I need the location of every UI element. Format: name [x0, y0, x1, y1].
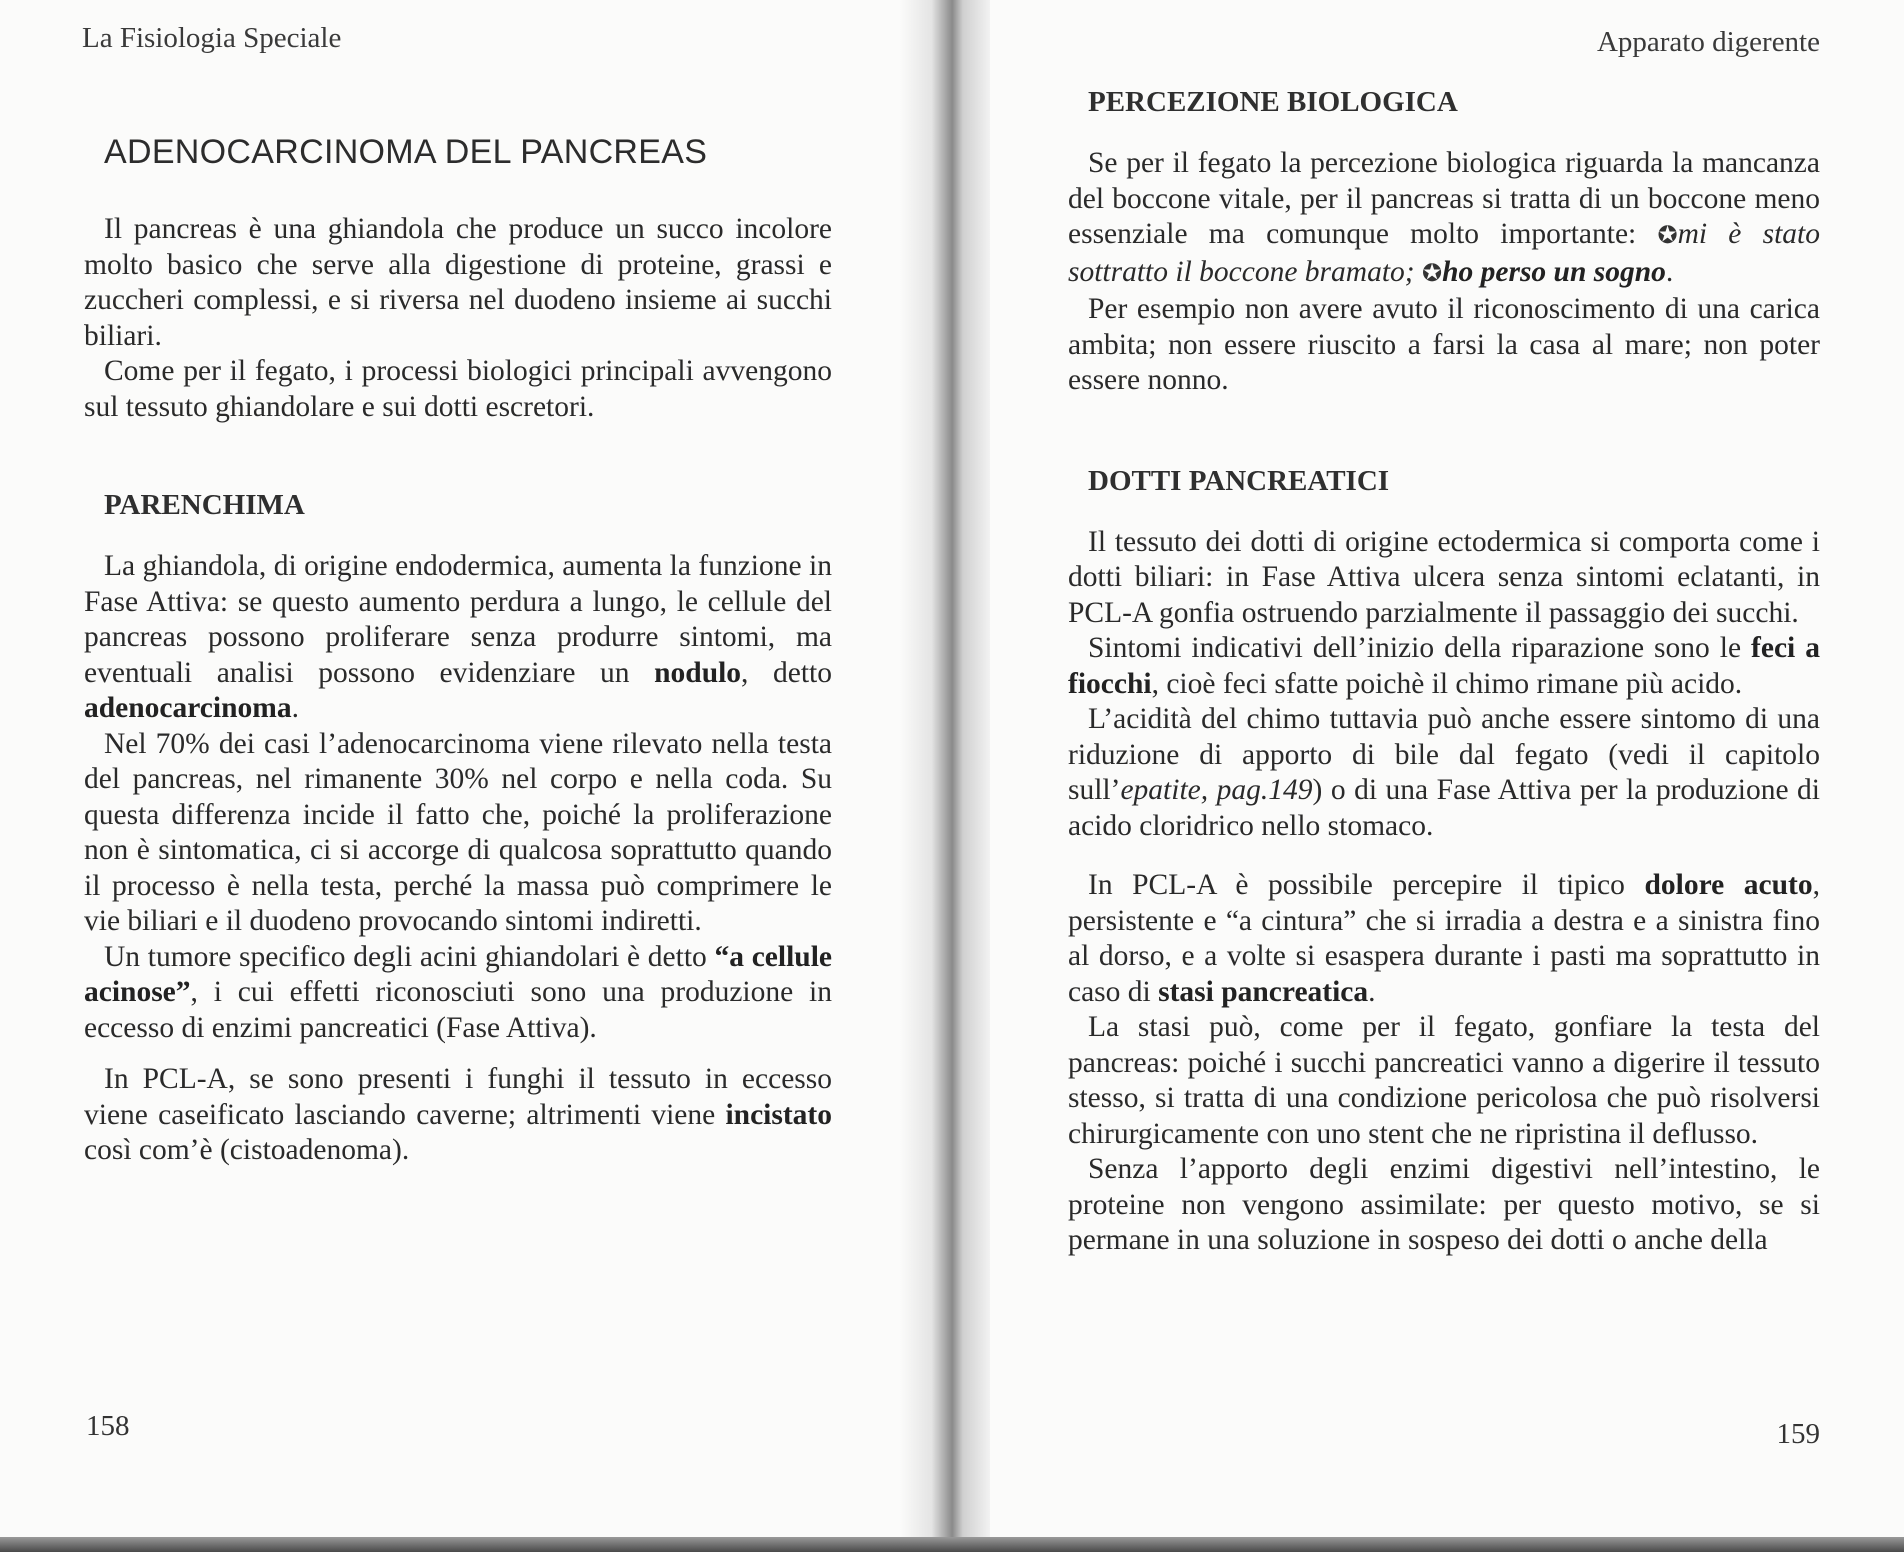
dotti-paragraph-2: Sintomi indicativi dell’inizio della riparazione sono le feci a fiocchi, cioè feci sfatte poichè il chimo rimane più acido. [1068, 632, 1820, 700]
right-page [952, 0, 1904, 1537]
percezione-paragraph-1: Se per il fegato la percezione biologica riguarda la mancanza del boccone vitale, per il pancreas si tratta di un boccone meno essenziale ma comunque molto importante: ✪mi è stato sottratto il boccone bramato; ✪ho perso un sogno. [1068, 147, 1820, 288]
intro-paragraph-1: Il pancreas è una ghiandola che produce un succo incolore molto basico che serve alla digestione di proteine, grassi e zuccheri complessi, e si riversa nel duodeno insieme ai succhi biliari. [84, 213, 832, 352]
bold-term-cellule-acinose: “a cellule acinose” [84, 940, 832, 1008]
bold-term-stasi-pancreatica: stasi pancreatica [1158, 975, 1369, 1008]
star-bullet-icon: ✪ [1657, 223, 1678, 249]
italic-cross-reference: epatite, pag.149 [1120, 774, 1313, 806]
intro-paragraph-2: Come per il fegato, i processi biologici principali avvengono sul tessuto ghiandolare e sui dotti escretori. [84, 355, 832, 423]
running-head-left: La Fisiologia Speciale [82, 22, 342, 54]
bold-term-nodulo: nodulo [654, 656, 742, 689]
dotti-paragraph-3: L’acidità del chimo tuttavia può anche essere sintomo di una riduzione di apporto di bile dal fegato (vedi il capitolo sull’epatite, pag.149) o di una Fase Attiva per la produzione di acido cloridrico nello stomaco. [1068, 703, 1821, 842]
book-gutter-shadow [900, 0, 990, 1537]
dotti-paragraph-6: Senza l’apporto degli enzimi digestivi nell’intestino, le proteine non vengono assimilate: per questo motivo, se si permane in una soluzione in sospeso dei dotti o anche della [1068, 1153, 1820, 1256]
bold-italic-quote-2: ho perso un sogno [1442, 255, 1666, 288]
dotti-paragraph-5: La stasi può, come per il fegato, gonfiare la testa del pancreas: poiché i succhi pancreatici vanno a digerire il tessuto stesso, si tratta di una condizione pericolosa che può risolversi chirurgicamente con uno stent che ne ripristina il deflusso. [1068, 1011, 1820, 1150]
chapter-title: ADENOCARCINOMA DEL PANCREAS [104, 133, 708, 171]
page-number-left: 158 [86, 1410, 130, 1442]
parenchima-paragraph-1: La ghiandola, di origine endodermica, aumenta la funzione in Fase Attiva: se questo aumento perdura a lungo, le cellule del pancreas possono proliferare senza produrre sintomi, ma eventuali analisi possono evidenziare un nodulo, detto adenocarcinoma. [84, 550, 832, 724]
section-heading-dotti: DOTTI PANCREATICI [1088, 464, 1390, 497]
italic-quote-1: mi è stato sottratto il boccone bramato; [1068, 218, 1820, 288]
book-bottom-edge [0, 1537, 1904, 1552]
parenchima-paragraph-4: In PCL-A, se sono presenti i funghi il tessuto in eccesso viene caseificato lasciando caverne; altrimenti viene incistato così com’è (cistoadenoma). [84, 1063, 832, 1166]
dotti-paragraph-1: Il tessuto dei dotti di origine ectodermica si comporta come i dotti biliari: in Fase Attiva ulcera senza sintomi eclatanti, in PCL-A gonfia ostruendo parzialmente il passaggio dei succhi. [1068, 525, 1820, 629]
running-head-right: Apparato digerente [1596, 26, 1820, 58]
section-heading-parenchima: PARENCHIMA [104, 489, 305, 521]
right-text-column [1068, 82, 1820, 1259]
dotti-paragraph-4: In PCL-A è possibile percepire il tipico dolore acuto, persistente e “a cintura” che si irradia a destra e a sinistra fino al dorso, e a volte si esaspera durante i pasti ma soprattutto in caso di stasi pancreatica. [1068, 869, 1820, 1008]
parenchima-paragraph-3: Un tumore specifico degli acini ghiandolari è detto “a cellule acinose”, i cui effetti riconosciuti sono una produzione in eccesso di enzimi pancreatici (Fase Attiva). [84, 940, 832, 1044]
left-text-column [84, 130, 832, 1169]
percezione-paragraph-2: Per esempio non avere avuto il riconoscimento di una carica ambita; non essere riuscito a farsi la casa al mare; non poter essere nonno. [1068, 293, 1820, 396]
section-heading-percezione: PERCEZIONE BIOLOGICA [1088, 86, 1458, 118]
bold-term-incistato: incistato [725, 1098, 832, 1131]
page-number-right: 159 [1776, 1418, 1820, 1450]
bold-term-adenocarcinoma: adenocarcinoma [84, 692, 292, 724]
bold-term-dolore-acuto: dolore acuto [1644, 869, 1813, 901]
parenchima-paragraph-2: Nel 70% dei casi l’adenocarcinoma viene rilevato nella testa del pancreas, nel rimanente 30% nel corpo e nella coda. Su questa differenza incide il fatto che, poiché la proliferazione non è sintomatica, ci si accorge di qualcosa soprattutto quando il processo è nella testa, perché la massa può comprimere le vie biliari e il duodeno provocando sintomi indiretti. [84, 727, 832, 937]
star-bullet-icon: ✪ [1421, 260, 1443, 287]
bold-term-feci-a-fiocchi: feci a fiocchi [1068, 632, 1820, 700]
left-page [0, 0, 932, 1537]
